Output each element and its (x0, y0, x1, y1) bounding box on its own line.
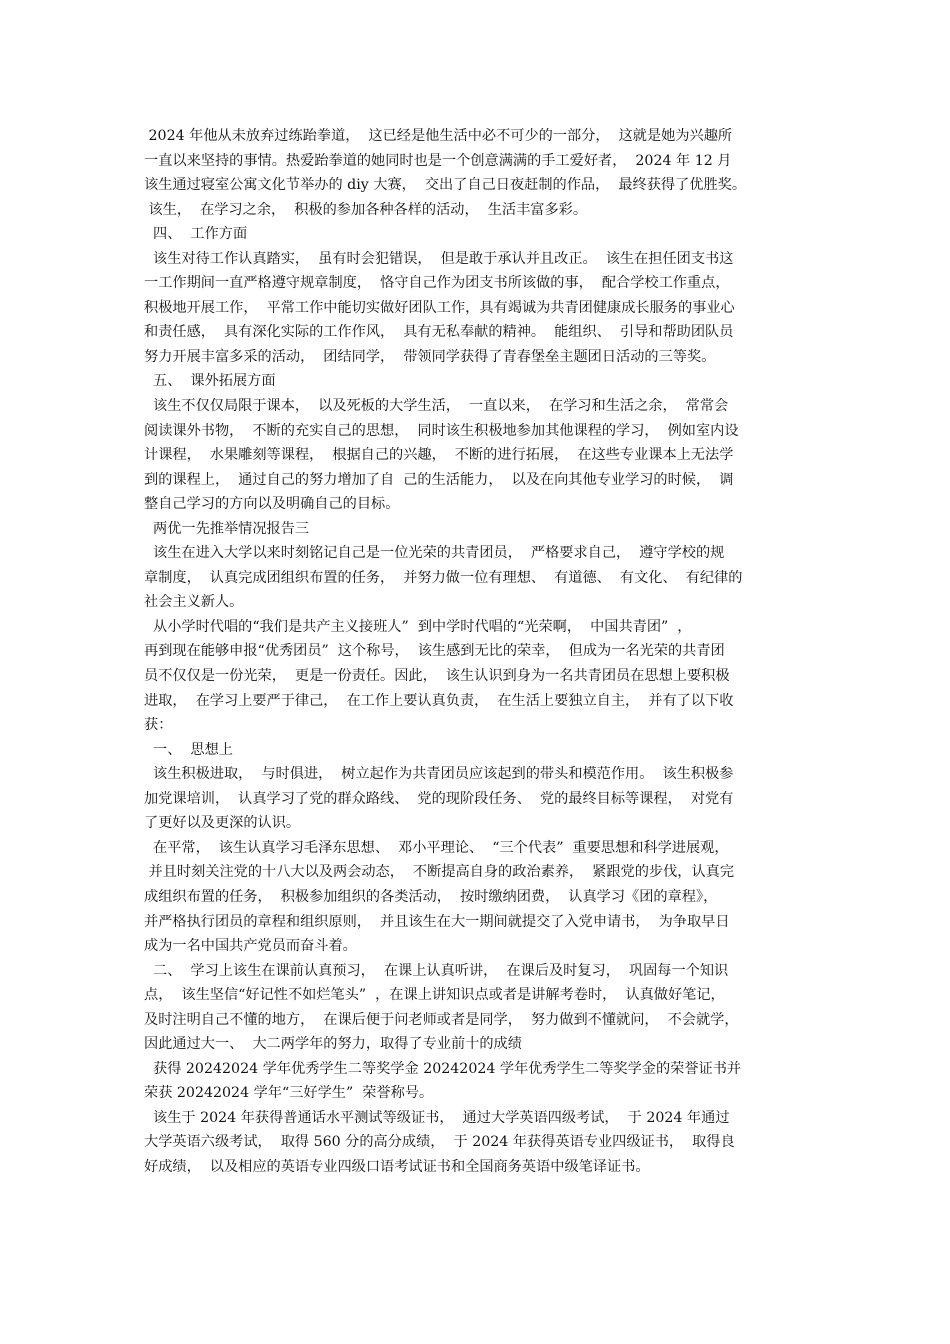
text-line: 进取， 在学习上要严于律己， 在工作上要认真负责， 在生活上要独立自主， 并有了以下收 (144, 692, 734, 709)
text-line: 该生不仅仅局限于课本， 以及死板的大学生活， 一直以来， 在学习和生活之余， 常常会 (144, 398, 729, 415)
text-line: 章制度， 认真完成团组织布置的任务， 并努力做一位有理想、 有道德、 有文化、 有纪律的 (144, 569, 743, 586)
text-line: 该生， 在学习之余， 积极的参加各种各样的活动， 生活丰富多彩。 (144, 201, 588, 218)
text-line: 2024 年他从未放弃过练跆拳道， 这已经是他生活中必不可少的一部分， 这就是她为兴趣所 (144, 128, 733, 144)
text-line: 成为一名中国共产党员而奋斗着。 (144, 938, 357, 955)
text-line: 加党课培训， 认真学习了党的群众路线、 党的现阶段任务、 党的最终目标等课程， 对党有 (144, 790, 734, 807)
text-line: 该生通过寝室公寓文化节举办的 diy 大赛， 交出了自己日夜赶制的作品， 最终获得了优胜奖。 (144, 177, 747, 194)
text-line: 并且时刻关注党的十八大以及两会动态， 不断提高自身的政治素养， 紧跟党的步伐，认真完 (144, 864, 735, 881)
text-line: 该生在进入大学以来时刻铭记自己是一位光荣的共青团员， 严格要求自己， 遵守学校的规 (144, 545, 725, 562)
text-line: 再到现在能够申报“优秀团员” 这个称号， 该生感到无比的荣幸， 但成为一名光荣的共青团 (144, 643, 725, 660)
section-heading: 一、 思想上 (144, 741, 233, 758)
text-line: 该生对待工作认真踏实， 虽有时会犯错误， 但是敢于承认并且改正。 该生在担任团支书这 (144, 250, 734, 267)
report-title: 两优一先推举情况报告三 (144, 520, 310, 537)
text-line: 从小学时代唱的“我们是共产主义接班人” 到中学时代唱的“光荣啊， 中国共青团” ， (144, 618, 692, 635)
text-line: 大学英语六级考试， 取得 560 分的高分成绩， 于 2024 年获得英语专业四级证书， 取得良 (144, 1134, 735, 1151)
text-line: 到的课程上， 通过自己的努力增加了自 己的生活能力， 以及在向其他专业学习的时候， 调 (144, 471, 734, 488)
text-line: 点， 该生坚信“好记性不如烂笔头” ，在课上讲知识点或者是讲解考卷时， 认真做好笔记， (144, 987, 725, 1004)
text-line: 及时注明自己不懂的地方， 在课后便于问老师或者是同学， 努力做到不懂就问， 不会就学， (144, 1011, 739, 1028)
text-line: 一工作期间一直严格遵守规章制度， 恪守自己作为团支书所该做的事， 配合学校工作重点， (144, 275, 730, 292)
text-line: 并严格执行团员的章程和组织原则， 并且该生在大一期间就提交了入党申请书， 为争取早日 (144, 913, 730, 930)
text-line: 努力开展丰富多采的活动， 团结同学， 带领同学获得了青春堡垒主题团日活动的三等奖。 (144, 348, 716, 365)
text-line: 成组织布置的任务， 积极参加组织的各类活动， 按时缴纳团费， 认真学习《团的章程》， (144, 888, 718, 905)
text-line: 获得 20242024 学年优秀学生二等奖学金 20242024 学年优秀学生二等奖学金的荣誉证书并 (144, 1060, 742, 1077)
section-heading: 五、 课外拓展方面 (144, 373, 276, 390)
text-line: 在平常， 该生认真学习毛泽东思想、 邓小平理论、 “三个代表” 重要思想和科学进展观， (144, 839, 729, 856)
text-line: 阅读课外书物， 不断的充实自己的思想， 同时该生积极地参加其他课程的学习， 例如室内设 (144, 422, 739, 439)
text-line: 社会主义新人。 (144, 594, 244, 611)
text-line: 二、 学习上该生在课前认真预习， 在课上认真听讲， 在课后及时复习， 巩固每一个知识 (144, 962, 729, 979)
document-page (144, 124, 816, 1180)
text-line: 整自己学习的方向以及明确自己的目标。 (144, 496, 400, 513)
section-heading: 四、 工作方面 (144, 226, 248, 243)
text-line: 和责任感， 具有深化实际的工作作风， 具有无私奉献的精神。 能组织、 引导和帮助团队员 (144, 324, 734, 341)
text-line: 积极地开展工作， 平常工作中能切实做好团队工作，具有竭诚为共青团健康成长服务的事业心 (144, 299, 735, 316)
text-line: 员不仅仅是一份光荣， 更是一份责任。因此， 该生认识到身为一名共青团员在思想上要积极 (144, 668, 730, 685)
text-line: 因此通过大一、 大二两学年的努力，取得了专业前十的成绩 (144, 1036, 522, 1053)
text-line: 好成绩， 以及相应的英语专业四级口语考试证书和全国商务英语中级笔译证书。 (144, 1158, 650, 1175)
text-line: 一直以来坚持的事情。热爱跆拳道的她同时也是一个创意满满的手工爱好者， 2024 年 12 月 (144, 152, 732, 169)
text-line: 该生积极进取， 与时俱进， 树立起作为共青团员应该起到的带头和模范作用。 该生积极参 (144, 766, 734, 783)
text-line: 荣获 20242024 学年“三好学生” 荣誉称号。 (144, 1085, 434, 1102)
text-line: 该生于 2024 年获得普通话水平测试等级证书， 通过大学英语四级考试， 于 2024 年通过 (144, 1109, 730, 1126)
text-line: 计课程， 水果雕刻等课程， 根据自己的兴趣， 不断的进行拓展， 在这些专业课本上无法学 (144, 447, 734, 464)
text-line: 获： (144, 717, 173, 734)
text-line: 了更好以及更深的认识。 (144, 815, 301, 832)
